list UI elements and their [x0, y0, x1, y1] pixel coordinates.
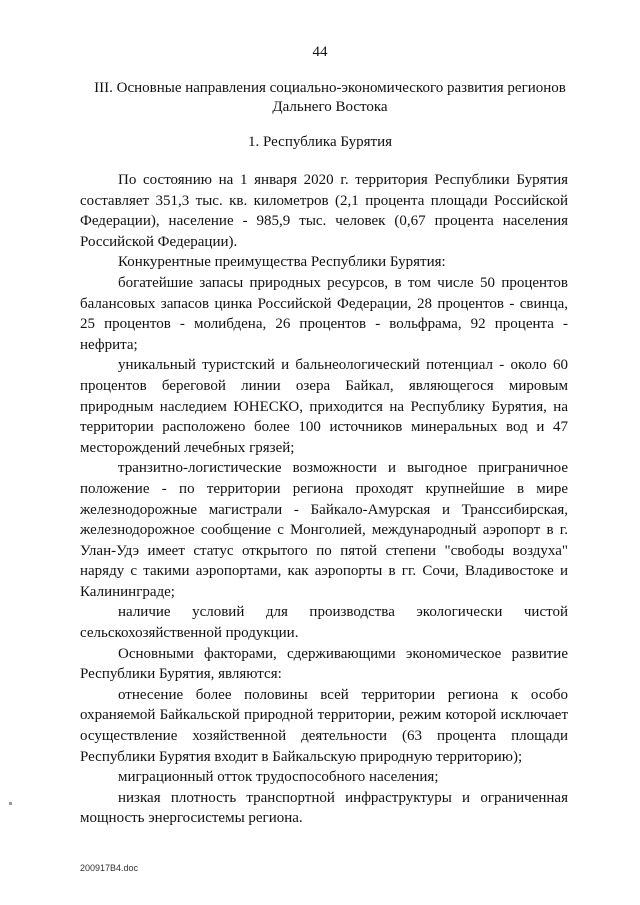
paragraph: отнесение более половины всей территории региона к особо охраняемой Байкальской природной территории, режим которой исключает осуществление хозяйственной деятельности (63 процента площади Республики Бурятия входит в Байкальскую природную территорию);	[80, 686, 568, 765]
paragraph: богатейшие запасы природных ресурсов, в том числе 50 процентов балансовых запасов цинка Российской Федерации, 28 процентов - свинца, 25 процентов - молибдена, 26 процентов - вольфрама, 92 процента - нефрита;	[80, 274, 568, 353]
paragraph: Конкурентные преимущества Республики Бурятия:	[118, 254, 446, 271]
paragraph: уникальный туристский и бальнеологический потенциал - около 60 процентов береговой линии озера Байкал, являющегося мировым природным наследием ЮНЕСКО, приходится на Республику Бурятия, на территории расположено более 100 источников минеральных вод и 47 месторождений лечебных грязей;	[80, 357, 568, 456]
subsection-title: 1. Республика Бурятия	[247, 134, 393, 150]
paragraph: Основными факторами, сдерживающими экономическое развитие Республики Бурятия, являются:	[80, 645, 568, 683]
section-title: III. Основные направления социально-экономического развития регионов Дальнего Востока	[94, 80, 566, 115]
footer-filename: 200917В4.doc	[80, 863, 139, 873]
paragraph: По состоянию на 1 января 2020 г. территория Республики Бурятия составляет 351,3 тыс. кв. километров (2,1 процента площади Российской Федерации), население - 985,9 тыс. человек (0,67 процента населения Российской Федерации).	[80, 172, 568, 250]
page-number: 44	[312, 44, 328, 60]
paragraph: миграционный отток трудоспособного населения;	[118, 769, 439, 786]
paragraph: низкая плотность транспортной инфраструктуры и ограниченная мощность энергосистемы региона.	[80, 789, 568, 827]
paragraph: транзитно-логистические возможности и выгодное приграничное положение - по территории региона проходят крупнейшие в мире железнодорожные магистрали - Байкало-Амурская и Транссибирская, железнодорожное сообщение с Монголией, международный аэропорт в г. Улан-Удэ имеет статус открытого по пятой степени "свободы воздуха" наряду с такими аэропортами, как аэропорты в гг. Сочи, Владивостоке и Калининграде;	[80, 460, 568, 600]
document-body	[80, 170, 568, 829]
paragraph: наличие условий для производства экологически чистой сельскохозяйственной продукции.	[80, 604, 568, 642]
margin-mark	[9, 802, 12, 805]
